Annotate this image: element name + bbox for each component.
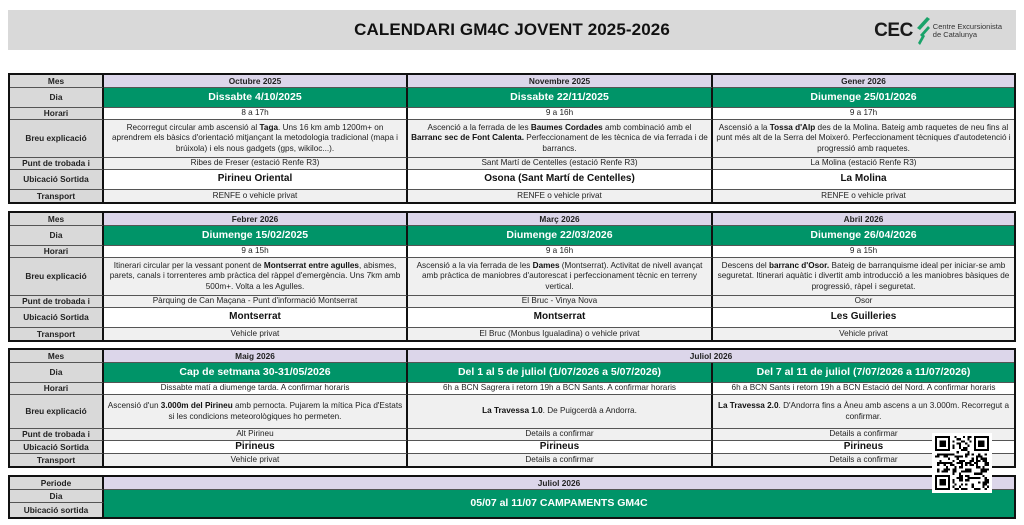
location-cell: Pirineus <box>408 441 713 454</box>
label-periode: Periode <box>10 477 104 490</box>
month-cell: Febrer 2026 <box>104 213 408 226</box>
month-cell: Octubre 2025 <box>104 75 408 88</box>
description-text: Ascensió d'un 3.000m del Pirineu amb pernocta. Pujarem la mítica Pica d'Estats si les condicions meteorològiques ho permeten. <box>107 401 403 421</box>
date-cell: Del 7 al 11 de juliol (7/07/2026 a 11/07/2026) <box>713 363 1014 383</box>
description-cell <box>104 120 408 158</box>
label-punt: Punt de trobada i <box>10 429 104 441</box>
camp-block <box>8 475 1016 519</box>
logo-text: Centre Excursionista de Catalunya <box>932 22 1002 39</box>
transport-cell: Vehicle privat <box>713 328 1014 340</box>
date-cell: Dissabte 22/11/2025 <box>408 88 713 108</box>
location-cell: La Molina <box>713 170 1014 190</box>
schedule-cell: 9 a 16h <box>408 108 713 120</box>
label-ubicacio-sortida: Ubicació sortida <box>10 503 104 517</box>
description-text: Ascensió a la Tossa d'Alp des de la Molina. Bateig amb raquetes de neu fins al punt més alt de la Serra del Moixeró. Perfeccionament tècniques d'autodetenció i progressió amb raquetes. <box>716 122 1011 153</box>
description-cell <box>104 395 408 429</box>
month-cell: Novembre 2025 <box>408 75 713 88</box>
month-cell: Maig 2026 <box>104 350 408 363</box>
qr-code-icon <box>935 436 989 490</box>
location-cell: Pirineu Oriental <box>104 170 408 190</box>
calendar-block-3 <box>8 348 1016 468</box>
date-cell: Diumenge 25/01/2026 <box>713 88 1014 108</box>
label-ubicacio: Ubicació Sortida <box>10 308 104 328</box>
meeting-point-cell: Alt Pirineu <box>104 429 408 441</box>
month-cell: Gener 2026 <box>713 75 1014 88</box>
date-cell: Diumenge 15/02/2025 <box>104 226 408 246</box>
transport-cell: RENFE o vehicle privat <box>104 190 408 202</box>
calendar-block-1 <box>8 73 1016 204</box>
label-horari: Horari <box>10 383 104 395</box>
transport-cell: Vehicle privat <box>104 454 408 466</box>
title-bar <box>8 10 1016 50</box>
schedule-cell: 8 a 17h <box>104 108 408 120</box>
calendar-block-2 <box>8 211 1016 342</box>
label-dia: Dia <box>10 490 104 503</box>
description-cell <box>408 395 713 429</box>
description-text: Itinerari circular per la vessant ponent de Montserrat entre agulles, abismes, parets, canals i torrenteres amb pràctica del ràppel d'emergència. Uns 7km amb 500m+. Volta a les Agulles. <box>109 260 401 291</box>
description-text: Ascenció a la ferrada de les Baumes Cordades amb combinació amb el Barranc sec de Font Calenta. Perfeccionament de les tècnica de via ferrada i de barrancs. <box>411 122 708 153</box>
schedule-cell: Dissabte matí a diumenge tarda. A confirmar horaris <box>104 383 408 395</box>
description-cell <box>104 258 408 296</box>
description-text: Descens del barranc d'Osor. Bateig de barranquisme ideal per iniciar-se amb seguretat. Itinerari aquàtic i divertit amb introducció a les maniobres bàsiques de progressió, ràpel i seguretat. <box>717 260 1010 291</box>
cec-logo <box>874 16 1002 46</box>
date-cell: Diumenge 22/03/2026 <box>408 226 713 246</box>
description-cell <box>713 120 1014 158</box>
description-cell <box>408 120 713 158</box>
label-ubicacio: Ubicació Sortida <box>10 170 104 190</box>
label-transport: Transport <box>10 190 104 202</box>
meeting-point-cell: Sant Martí de Centelles (estació Renfe R3) <box>408 158 713 170</box>
label-horari: Horari <box>10 246 104 258</box>
transport-cell: RENFE o vehicle privat <box>713 190 1014 202</box>
meeting-point-cell: Ribes de Freser (estació Renfe R3) <box>104 158 408 170</box>
meeting-point-cell: La Molina (estació Renfe R3) <box>713 158 1014 170</box>
meeting-point-cell: Details a confirmar <box>713 429 1014 441</box>
label-dia: Dia <box>10 88 104 108</box>
period-cell: Juliol 2026 <box>104 477 1014 490</box>
transport-cell: Details a confirmar <box>408 454 713 466</box>
schedule-cell: 6h a BCN Sagrera i retorn 19h a BCN Sants. A confirmar horaris <box>408 383 713 395</box>
transport-cell: Vehicle privat <box>104 328 408 340</box>
logo-mark-icon <box>916 17 930 45</box>
date-cell: Dissabte 4/10/2025 <box>104 88 408 108</box>
month-cell-merged: Juliol 2026 <box>408 350 1014 363</box>
month-cell: Abril 2026 <box>713 213 1014 226</box>
location-cell: Pirineus <box>713 441 1014 454</box>
description-text: Recorregut circular amb ascensió al Taga. Uns 16 km amb 1200m+ on aprendrem els bàsics d'orientació mitjançant la metodologia tradicional (mapa i brúixola) i els nous gadgets (gps, wikiloc...). <box>112 122 398 153</box>
meeting-point-cell: Pàrquing de Can Maçana - Punt d'informació Montserrat <box>104 296 408 308</box>
transport-cell: El Bruc (Monbus Igualadina) o vehicle privat <box>408 328 713 340</box>
meeting-point-cell: Osor <box>713 296 1014 308</box>
schedule-cell: 9 a 16h <box>408 246 713 258</box>
location-cell: Les Guilleries <box>713 308 1014 328</box>
meeting-point-cell: El Bruc - Vinya Nova <box>408 296 713 308</box>
meeting-point-cell: Details a confirmar <box>408 429 713 441</box>
page-title: CALENDARI GM4C JOVENT 2025-2026 <box>354 20 670 39</box>
location-cell: Montserrat <box>408 308 713 328</box>
description-cell <box>713 258 1014 296</box>
schedule-cell: 9 a 15h <box>104 246 408 258</box>
label-dia: Dia <box>10 363 104 383</box>
logo-brand: CEC <box>874 20 913 41</box>
location-cell: Montserrat <box>104 308 408 328</box>
label-horari: Horari <box>10 108 104 120</box>
schedule-cell: 9 a 17h <box>713 108 1014 120</box>
label-ubicacio: Ubicació Sortida <box>10 441 104 454</box>
label-punt: Punt de trobada i <box>10 296 104 308</box>
camp-dates-cell: 05/07 al 11/07 CAMPAMENTS GM4C <box>104 490 1014 517</box>
label-breu: Breu explicació <box>10 395 104 429</box>
date-cell: Cap de setmana 30-31/05/2026 <box>104 363 408 383</box>
location-cell: Osona (Sant Martí de Centelles) <box>408 170 713 190</box>
label-breu: Breu explicació <box>10 258 104 296</box>
schedule-cell: 6h a BCN Sants i retorn 19h a BCN Estació del Nord. A confirmar horaris <box>713 383 1014 395</box>
label-punt: Punt de trobada i <box>10 158 104 170</box>
description-cell <box>713 395 1014 429</box>
description-cell <box>408 258 713 296</box>
description-text: La Travessa 2.0. D'Andorra fins a Àneu amb ascens a un 3.000m. Recorregut a confirmar. <box>717 401 1010 421</box>
transport-cell: Details a confirmar <box>713 454 1014 466</box>
label-mes: Mes <box>10 75 104 88</box>
transport-cell: RENFE o vehicle privat <box>408 190 713 202</box>
month-cell: Març 2026 <box>408 213 713 226</box>
label-transport: Transport <box>10 328 104 340</box>
label-mes: Mes <box>10 350 104 363</box>
description-text: La Travessa 1.0. De Puigcerdà a Andorra. <box>482 406 637 416</box>
date-cell: Diumenge 26/04/2026 <box>713 226 1014 246</box>
label-transport: Transport <box>10 454 104 466</box>
description-text: Ascensió a la via ferrada de les Dames (Montserrat). Activitat de nivell avançat amb pràctica de maniobres d'autorescat i perfeccionament tècnic en terreny vertical. <box>416 260 703 291</box>
label-breu: Breu explicació <box>10 120 104 158</box>
date-cell: Del 1 al 5 de juliol (1/07/2026 a 5/07/2026) <box>408 363 713 383</box>
qr-code <box>932 433 992 493</box>
location-cell: Pirineus <box>104 441 408 454</box>
schedule-cell: 9 a 15h <box>713 246 1014 258</box>
label-mes: Mes <box>10 213 104 226</box>
label-dia: Dia <box>10 226 104 246</box>
